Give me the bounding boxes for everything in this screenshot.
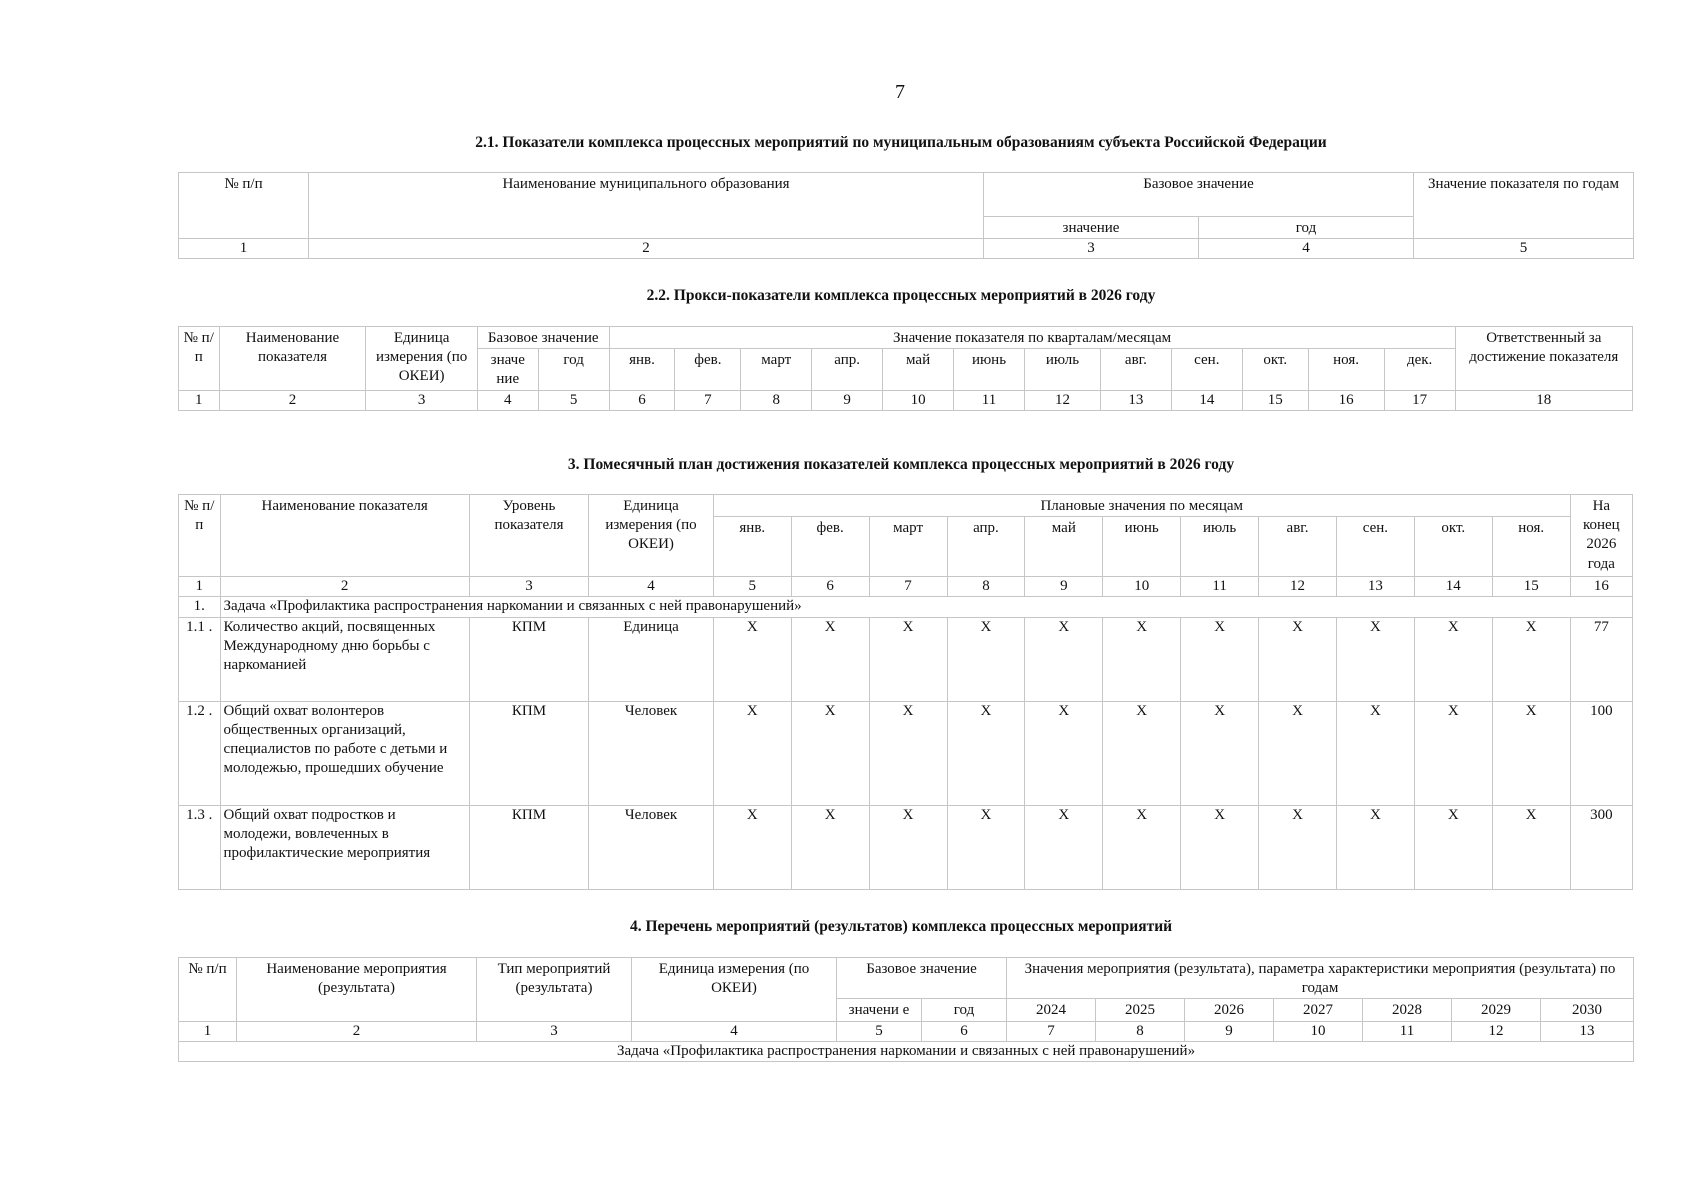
- header-values-by-year: Значения мероприятия (результата), параметра характеристики мероприятия (результата) по годам: [1007, 958, 1634, 999]
- table-row: [179, 701, 1633, 805]
- column-number: 7: [869, 577, 947, 597]
- header-month: фев.: [791, 517, 869, 577]
- month-value: X: [1336, 701, 1414, 805]
- header-month: авг.: [1259, 517, 1337, 577]
- column-number: 7: [675, 390, 741, 410]
- column-number: 2: [309, 239, 984, 259]
- task-title: Задача «Профилактика распространения наркомании и связанных с ней правонарушений»: [179, 1041, 1634, 1061]
- header-month: дек.: [1384, 349, 1455, 390]
- header-num: № п/ п: [179, 327, 220, 391]
- column-number: 5: [713, 577, 791, 597]
- column-number: 6: [922, 1021, 1007, 1041]
- header-unit: Единица измерения (по ОКЕИ): [632, 958, 837, 1022]
- header-indicator-name: Наименование показателя: [220, 495, 469, 577]
- column-number: 13: [1336, 577, 1414, 597]
- header-month: ноя.: [1308, 349, 1384, 390]
- column-number: 6: [609, 390, 675, 410]
- table-activities: [178, 957, 1634, 1062]
- header-month: май: [883, 349, 954, 390]
- month-value: X: [791, 805, 869, 889]
- column-number: 9: [812, 390, 883, 410]
- month-value: X: [713, 617, 791, 701]
- table-monthly-plan: [178, 494, 1633, 890]
- column-number: 11: [1181, 577, 1259, 597]
- column-number: 7: [1007, 1021, 1096, 1041]
- column-number: 2: [220, 577, 469, 597]
- month-value: X: [947, 701, 1025, 805]
- header-month: июнь: [1103, 517, 1181, 577]
- header-unit: Единица измерения (по ОКЕИ): [589, 495, 714, 577]
- column-number-row: [179, 239, 1634, 259]
- column-number-row: [179, 390, 1633, 410]
- column-number-row: [179, 1021, 1634, 1041]
- month-value: X: [1181, 617, 1259, 701]
- column-number: 8: [741, 390, 812, 410]
- section-2-2-title: 2.2. Прокси-показатели комплекса процессных мероприятий в 2026 году: [646, 287, 1156, 304]
- indicator-unit: Человек: [589, 701, 714, 805]
- month-value: X: [1259, 805, 1337, 889]
- column-number: 5: [1414, 239, 1634, 259]
- header-base-value: Базовое значение: [837, 958, 1007, 999]
- column-number: 14: [1171, 390, 1242, 410]
- month-value: X: [1181, 701, 1259, 805]
- column-number: 3: [366, 390, 477, 410]
- header-value: значе ние: [477, 349, 538, 390]
- month-value: X: [791, 617, 869, 701]
- column-number: 1: [179, 390, 220, 410]
- header-activity-name: Наименование мероприятия (результата): [237, 958, 477, 1022]
- column-number: 4: [589, 577, 714, 597]
- task-row: [179, 1041, 1634, 1061]
- indicator-unit: Человек: [589, 805, 714, 889]
- header-month: апр.: [812, 349, 883, 390]
- column-number: 12: [1259, 577, 1337, 597]
- month-value: X: [1103, 701, 1181, 805]
- month-value: X: [1492, 805, 1570, 889]
- month-value: X: [1259, 701, 1337, 805]
- header-num: № п/п: [179, 173, 309, 239]
- month-value: X: [947, 805, 1025, 889]
- column-number: 9: [1185, 1021, 1274, 1041]
- column-number: 1: [179, 577, 221, 597]
- column-number: 5: [837, 1021, 922, 1041]
- month-value: X: [1492, 701, 1570, 805]
- header-municipality: Наименование муниципального образования: [309, 173, 984, 239]
- month-value: X: [791, 701, 869, 805]
- header-year-value: 2030: [1541, 999, 1634, 1021]
- header-year: год: [538, 349, 609, 390]
- header-month: окт.: [1242, 349, 1308, 390]
- column-number: 12: [1452, 1021, 1541, 1041]
- header-month: июль: [1181, 517, 1259, 577]
- indicator-name: Общий охват подростков и молодежи, вовлеченных в профилактические мероприятия: [220, 805, 469, 889]
- end-of-year-value: 100: [1570, 701, 1632, 805]
- column-number: 4: [477, 390, 538, 410]
- column-number: 2: [219, 390, 366, 410]
- end-of-year-value: 77: [1570, 617, 1632, 701]
- header-quarters-months: Значение показателя по кварталам/месяцам: [609, 327, 1455, 349]
- column-number: 6: [791, 577, 869, 597]
- header-month: март: [869, 517, 947, 577]
- month-value: X: [869, 701, 947, 805]
- header-value: значение: [984, 217, 1199, 239]
- header-base-value: Базовое значение: [477, 327, 609, 349]
- header-values-by-year: Значение показателя по годам: [1414, 173, 1634, 239]
- header-month: янв.: [609, 349, 675, 390]
- month-value: X: [1336, 617, 1414, 701]
- indicator-level: КПМ: [469, 805, 588, 889]
- column-number: 1: [179, 239, 309, 259]
- column-number: 11: [1363, 1021, 1452, 1041]
- month-value: X: [1414, 617, 1492, 701]
- task-row: [179, 597, 1633, 617]
- end-of-year-value: 300: [1570, 805, 1632, 889]
- header-year: год: [922, 999, 1007, 1021]
- header-planned-values: Плановые значения по месяцам: [713, 495, 1570, 517]
- header-year-value: 2024: [1007, 999, 1096, 1021]
- header-level: Уровень показателя: [469, 495, 588, 577]
- indicator-name: Количество акций, посвященных Международному дню борьбы с наркоманией: [220, 617, 469, 701]
- column-number: 5: [538, 390, 609, 410]
- section-4-title: 4. Перечень мероприятий (результатов) комплекса процессных мероприятий: [629, 918, 1173, 935]
- indicator-name: Общий охват волонтеров общественных организаций, специалистов по работе с детьми и молодежью, прошедших обучение: [220, 701, 469, 805]
- column-number: 16: [1570, 577, 1632, 597]
- header-month: май: [1025, 517, 1103, 577]
- header-year-value: 2027: [1274, 999, 1363, 1021]
- month-value: X: [947, 617, 1025, 701]
- header-month: апр.: [947, 517, 1025, 577]
- header-responsible: Ответственный за достижение показателя: [1455, 327, 1632, 391]
- row-number: 1.1 .: [179, 617, 221, 701]
- month-value: X: [1259, 617, 1337, 701]
- column-number: 16: [1308, 390, 1384, 410]
- header-indicator-name: Наименование показателя: [219, 327, 366, 391]
- row-number: 1.3 .: [179, 805, 221, 889]
- column-number: 4: [1199, 239, 1414, 259]
- header-end-of-year: На конец 2026 года: [1570, 495, 1632, 577]
- header-month: янв.: [713, 517, 791, 577]
- indicator-level: КПМ: [469, 701, 588, 805]
- column-number: 3: [984, 239, 1199, 259]
- column-number: 15: [1492, 577, 1570, 597]
- column-number: 12: [1024, 390, 1100, 410]
- header-year-value: 2029: [1452, 999, 1541, 1021]
- header-month: март: [741, 349, 812, 390]
- table-row: [179, 617, 1633, 701]
- task-title: Задача «Профилактика распространения наркомании и связанных с ней правонарушений»: [220, 597, 1632, 617]
- column-number: 3: [469, 577, 588, 597]
- month-value: X: [713, 805, 791, 889]
- header-month: ноя.: [1492, 517, 1570, 577]
- header-activity-type: Тип мероприятий (результата): [477, 958, 632, 1022]
- month-value: X: [1025, 701, 1103, 805]
- column-number: 18: [1455, 390, 1632, 410]
- month-value: X: [869, 617, 947, 701]
- month-value: X: [1103, 617, 1181, 701]
- column-number-row: [179, 577, 1633, 597]
- page-number: 7: [895, 81, 905, 103]
- column-number: 15: [1242, 390, 1308, 410]
- task-number: 1.: [179, 597, 221, 617]
- header-base-value: Базовое значение: [984, 173, 1414, 217]
- column-number: 10: [1274, 1021, 1363, 1041]
- month-value: X: [1181, 805, 1259, 889]
- column-number: 9: [1025, 577, 1103, 597]
- column-number: 14: [1414, 577, 1492, 597]
- header-month: сен.: [1336, 517, 1414, 577]
- column-number: 1: [179, 1021, 237, 1041]
- header-month: окт.: [1414, 517, 1492, 577]
- month-value: X: [1414, 701, 1492, 805]
- header-month: июль: [1024, 349, 1100, 390]
- column-number: 2: [237, 1021, 477, 1041]
- header-month: фев.: [675, 349, 741, 390]
- header-num: № п/п: [179, 958, 237, 1022]
- section-2-1-title: 2.1. Показатели комплекса процессных мероприятий по муниципальным образованиям субъекта Российской Федерации: [475, 134, 1327, 151]
- header-month: сен.: [1171, 349, 1242, 390]
- header-unit: Единица измерения (по ОКЕИ): [366, 327, 477, 391]
- month-value: X: [1103, 805, 1181, 889]
- table-municipal-indicators: [178, 172, 1634, 259]
- table-row: [179, 805, 1633, 889]
- section-3-title: 3. Помесячный план достижения показателей комплекса процессных мероприятий в 2026 году: [567, 456, 1235, 473]
- table-proxy-indicators: [178, 326, 1633, 411]
- header-year-value: 2025: [1096, 999, 1185, 1021]
- column-number: 11: [954, 390, 1025, 410]
- header-value: значени е: [837, 999, 922, 1021]
- header-num: № п/ п: [179, 495, 221, 577]
- month-value: X: [1025, 617, 1103, 701]
- column-number: 8: [947, 577, 1025, 597]
- header-month: июнь: [954, 349, 1025, 390]
- indicator-unit: Единица: [589, 617, 714, 701]
- month-value: X: [1492, 617, 1570, 701]
- column-number: 17: [1384, 390, 1455, 410]
- month-value: X: [713, 701, 791, 805]
- column-number: 10: [1103, 577, 1181, 597]
- column-number: 4: [632, 1021, 837, 1041]
- header-year-value: 2026: [1185, 999, 1274, 1021]
- indicator-level: КПМ: [469, 617, 588, 701]
- header-year: год: [1199, 217, 1414, 239]
- column-number: 13: [1100, 390, 1171, 410]
- month-value: X: [1414, 805, 1492, 889]
- column-number: 13: [1541, 1021, 1634, 1041]
- row-number: 1.2 .: [179, 701, 221, 805]
- month-value: X: [1336, 805, 1414, 889]
- month-value: X: [1025, 805, 1103, 889]
- column-number: 8: [1096, 1021, 1185, 1041]
- column-number: 10: [883, 390, 954, 410]
- header-year-value: 2028: [1363, 999, 1452, 1021]
- header-month: авг.: [1100, 349, 1171, 390]
- month-value: X: [869, 805, 947, 889]
- column-number: 3: [477, 1021, 632, 1041]
